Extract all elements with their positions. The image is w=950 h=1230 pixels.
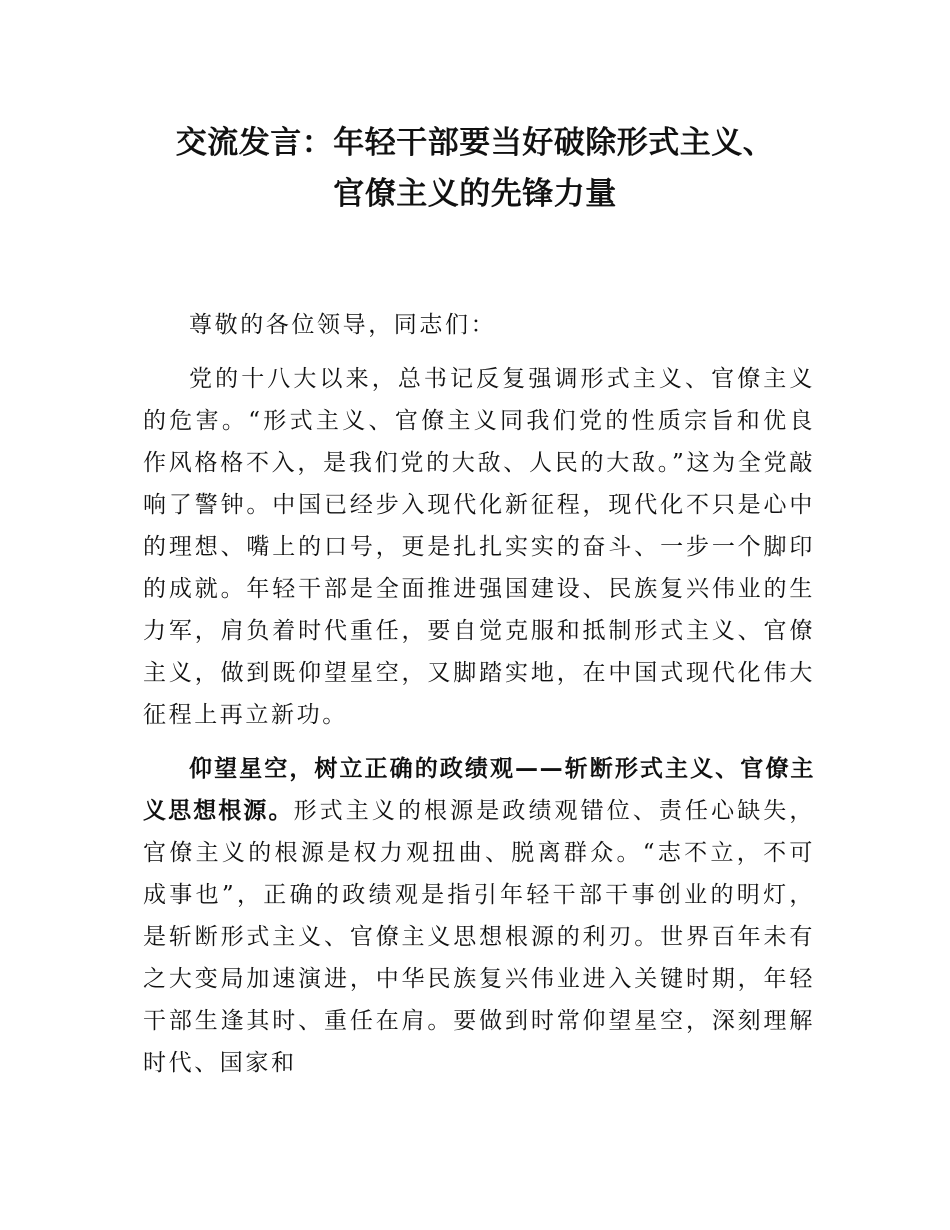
document-body (143, 304, 815, 1096)
section-1-paragraph (143, 748, 815, 1084)
title-line-2: 官僚主义的先锋力量 (333, 176, 617, 212)
title-line-1: 交流发言：年轻干部要当好破除形式主义、 (175, 125, 775, 161)
section-1-text: 形式主义的根源是政绩观错位、责任心缺失，官僚主义的根源是权力观扭曲、脱离群众。“志不立，不可成事也”，正确的政绩观是指引年轻干部干事创业的明灯，是斩断形式主义、官僚主义思想根源的利刃。世界百年未有之大变局加速演进，中华民族复兴伟业进入关键时期，年轻干部生逢其时、重任在肩。要做到时常仰望星空，深刻理解时代、国家和 (143, 798, 815, 1076)
document-title (0, 118, 950, 220)
intro-paragraph: 党的十八大以来，总书记反复强调形式主义、官僚主义的危害。“形式主义、官僚主义同我们党的性质宗旨和优良作风格格不入，是我们党的大敌、人民的大敌。”这为全党敲响了警钟。中国已经步入现代化新征程，现代化不只是心中的理想、嘴上的口号，更是扎扎实实的奋斗、一步一个脚印的成就。年轻干部是全面推进强国建设、民族复兴伟业的生力军，肩负着时代重任，要自觉克服和抵制形式主义、官僚主义，做到既仰望星空，又脚踏实地，在中国式现代化伟大征程上再立新功。 (143, 366, 815, 728)
salutation: 尊敬的各位领导，同志们： (189, 312, 497, 338)
section-1-heading: 仰望星空，树立正确的政绩观——斩断形式主义、官僚主义思想根源。 (143, 756, 815, 824)
